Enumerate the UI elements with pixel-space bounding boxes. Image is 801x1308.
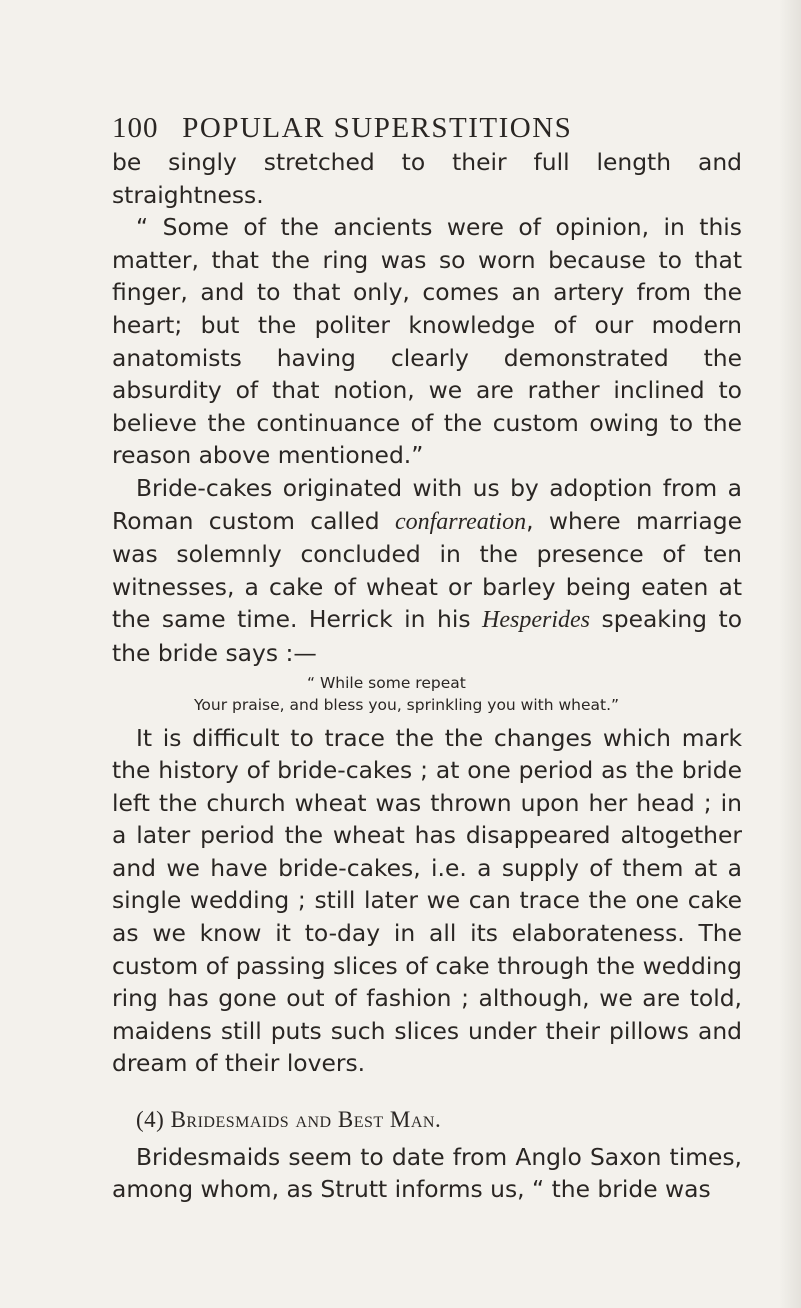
quote-line-1: “ While some repeat: [307, 673, 466, 692]
paragraph-3: [112, 472, 742, 670]
paragraph-5: Bridesmaids seem to date from Anglo Saxon times, among whom, as Strutt informs us, “ the bride was: [112, 1142, 742, 1204]
section-heading-text: (4) Bridesmaids and Best Man.: [136, 1107, 442, 1133]
page-number: 100: [112, 112, 159, 144]
italic-term-confarreation: confarreation: [394, 508, 527, 535]
paragraph-3-text-a: Bride-cakes originated with us by adoption from a Roman custom called: [112, 473, 742, 535]
running-title: POPULAR SUPERSTITIONS: [182, 112, 573, 144]
quote-line-2: Your praise, and bless you, sprinkling you with wheat.”: [194, 695, 620, 714]
paragraph-4: It is difficult to trace the the changes which mark the history of bride-cakes ; at one period as the bride left the church wheat was thrown upon her head ; in a later period the wheat has disappeared altogether and we have bride-cakes, i.e. a supply of them at a single wedding ; still later we can trace the one cake as we know it to-day in all its elaborateness. The custom of passing slices of cake through the wedding ring has gone out of fashion ; although, we are told, maidens still puts such slices under their pillows and dream of their lovers.: [112, 723, 742, 1078]
page-header: [112, 112, 742, 145]
paragraph-3-text-b: , where marriage was solemnly concluded in the presence of ten witnesses, a cake of wheat or barley being eaten at the same time. Herrick in his: [112, 506, 742, 634]
page-edge-shadow: [779, 0, 801, 1308]
paragraph-3-text-c: speaking to the bride says :—: [112, 605, 743, 667]
paragraph-1: be singly stretched to their full length and straightness.: [112, 148, 742, 209]
section-heading: [136, 1104, 742, 1137]
paragraph-2: “ Some of the ancients were of opinion, in this matter, that the ring was so worn because to that finger, and to that only, comes an artery from the heart; but the politer knowledge of our modern anatomists having clearly demonstrated the absurdity of that notion, we are rather inclined to believe the continuance of the custom owing to the reason above mentioned.”: [112, 213, 742, 470]
italic-title-hesperides: Hesperides: [482, 607, 591, 634]
verse-quote: [112, 672, 742, 716]
body-text: [112, 146, 742, 1206]
